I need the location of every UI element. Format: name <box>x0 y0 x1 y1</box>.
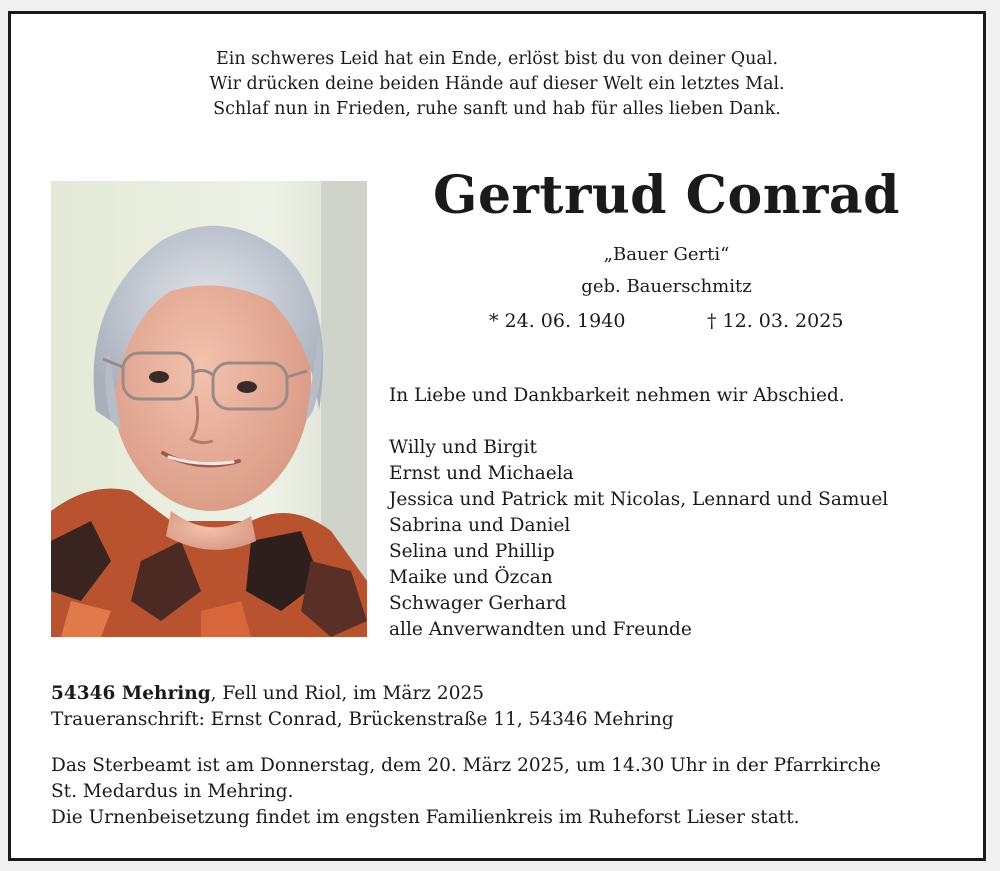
poem-line: Schlaf nun in Frieden, ruhe sanft und hab für alles lieben Dank. <box>213 99 781 119</box>
poem-line: Wir drücken deine beiden Hände auf dieser Welt ein letztes Mal. <box>209 74 785 94</box>
place-bold: 54346 Mehring <box>51 683 211 704</box>
place-line <box>51 681 484 707</box>
mourner-entry: Ernst und Michaela <box>389 463 574 484</box>
farewell-text: In Liebe und Dankbarkeit nehmen wir Abschied. <box>389 385 845 406</box>
mourner-entry: Willy und Birgit <box>389 437 537 458</box>
death-date: † 12. 03. 2025 <box>707 310 844 332</box>
portrait-photo <box>51 181 367 637</box>
poem <box>11 47 983 122</box>
mourner-entry: Sabrina und Daniel <box>389 515 571 536</box>
deceased-name: Gertrud Conrad <box>433 165 900 226</box>
obituary-notice <box>8 11 986 861</box>
mourning-address: Traueranschrift: Ernst Conrad, Brückenstraße 11, 54346 Mehring <box>51 709 674 730</box>
mourner-entry: alle Anverwandten und Freunde <box>389 619 692 640</box>
mourner-entry: Selina und Phillip <box>389 541 555 562</box>
mourners-list <box>389 435 888 643</box>
mourner-entry: Schwager Gerhard <box>389 593 567 614</box>
deceased-birth-name: geb. Bauerschmitz <box>581 276 752 297</box>
service-line: Das Sterbeamt ist am Donnerstag, dem 20. März 2025, um 14.30 Uhr in der Pfarrkirche <box>51 755 881 776</box>
birth-date: * 24. 06. 1940 <box>489 310 626 332</box>
place-rest: , Fell und Riol, im März 2025 <box>210 683 484 704</box>
mourner-entry: Maike und Özcan <box>389 567 553 588</box>
service-line: St. Medardus in Mehring. <box>51 781 294 802</box>
deceased-nickname: „Bauer Gerti“ <box>603 244 730 265</box>
poem-line: Ein schweres Leid hat ein Ende, erlöst bist du von deiner Qual. <box>215 49 779 69</box>
service-line: Die Urnenbeisetzung findet im engsten Familienkreis im Ruheforst Lieser statt. <box>51 807 800 828</box>
mourner-entry: Jessica und Patrick mit Nicolas, Lennard und Samuel <box>389 489 889 510</box>
service-info <box>51 753 881 831</box>
